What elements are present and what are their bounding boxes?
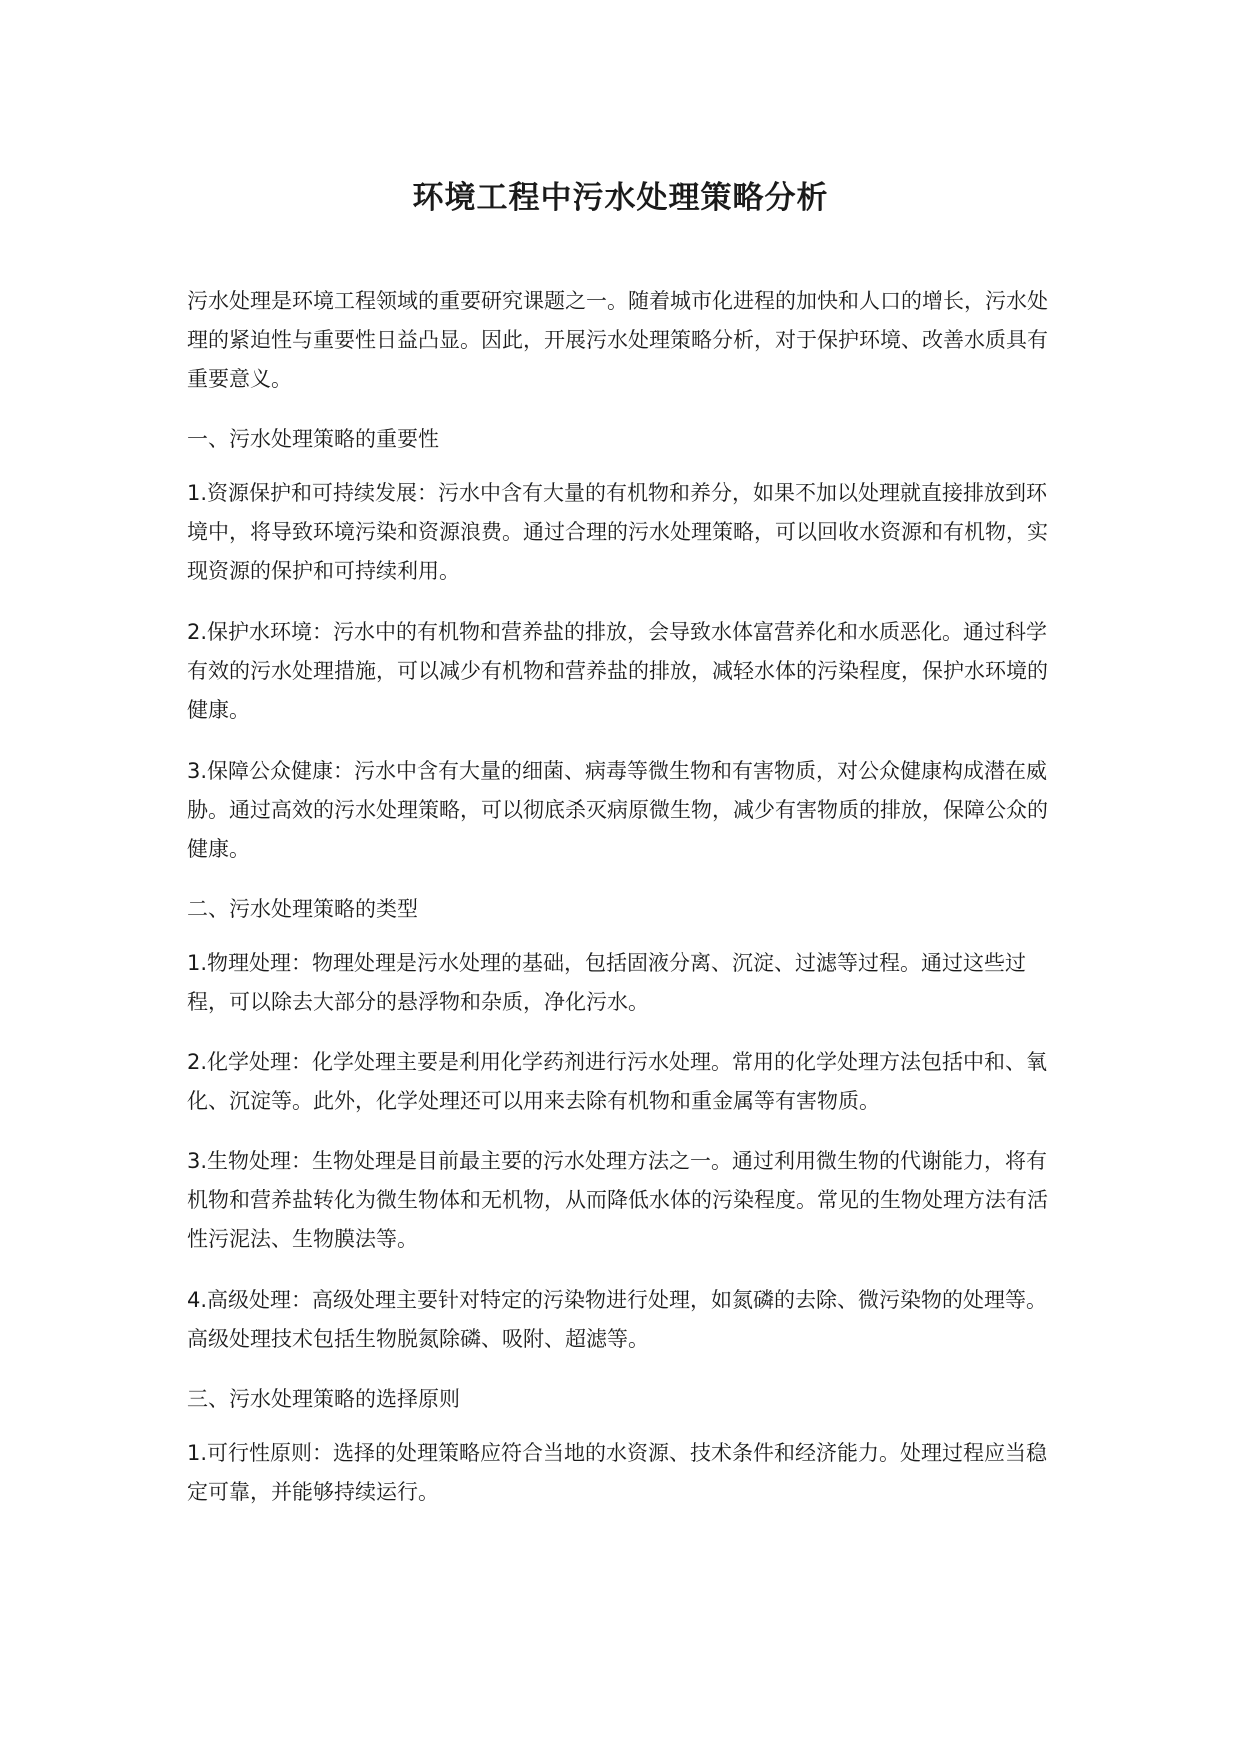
intro-paragraph: 污水处理是环境工程领域的重要研究课题之一。随着城市化进程的加快和人口的增长，污水处理的紧迫性与重要性日益凸显。因此，开展污水处理策略分析，对于保护环境、改善水质具有重要意义。 [187,289,1048,391]
section-2-item-4: 4.高级处理：高级处理主要针对特定的污染物进行处理，如氮磷的去除、微污染物的处理等。高级处理技术包括生物脱氮除磷、吸附、超滤等。 [187,1288,1048,1351]
section-1-item-1: 1.资源保护和可持续发展：污水中含有大量的有机物和养分，如果不加以处理就直接排放到环境中，将导致环境污染和资源浪费。通过合理的污水处理策略，可以回收水资源和有机物，实现资源的保护和可持续利用。 [187,481,1048,583]
section-2-item-1: 1.物理处理：物理处理是污水处理的基础，包括固液分离、沉淀、过滤等过程。通过这些过程，可以除去大部分的悬浮物和杂质，净化污水。 [187,951,1027,1014]
section-2-item-2: 2.化学处理：化学处理主要是利用化学药剂进行污水处理。常用的化学处理方法包括中和、氧化、沉淀等。此外，化学处理还可以用来去除有机物和重金属等有害物质。 [187,1050,1048,1113]
section-1-heading: 一、污水处理策略的重要性 [187,427,439,451]
document-title: 环境工程中污水处理策略分析 [412,180,829,216]
section-1-item-3: 3.保障公众健康：污水中含有大量的细菌、病毒等微生物和有害物质，对公众健康构成潜在威胁。通过高效的污水处理策略，可以彻底杀灭病原微生物，减少有害物质的排放，保障公众的健康。 [187,759,1048,861]
section-3-heading: 三、污水处理策略的选择原则 [187,1387,460,1411]
section-3-item-1: 1.可行性原则：选择的处理策略应符合当地的水资源、技术条件和经济能力。处理过程应当稳定可靠，并能够持续运行。 [187,1441,1048,1504]
section-1-item-2: 2.保护水环境：污水中的有机物和营养盐的排放，会导致水体富营养化和水质恶化。通过科学有效的污水处理措施，可以减少有机物和营养盐的排放，减轻水体的污染程度，保护水环境的健康。 [187,620,1048,722]
section-2-heading: 二、污水处理策略的类型 [187,897,418,921]
section-2-item-3: 3.生物处理：生物处理是目前最主要的污水处理方法之一。通过利用微生物的代谢能力，将有机物和营养盐转化为微生物体和无机物，从而降低水体的污染程度。常见的生物处理方法有活性污泥法、生物膜法等。 [187,1149,1048,1251]
